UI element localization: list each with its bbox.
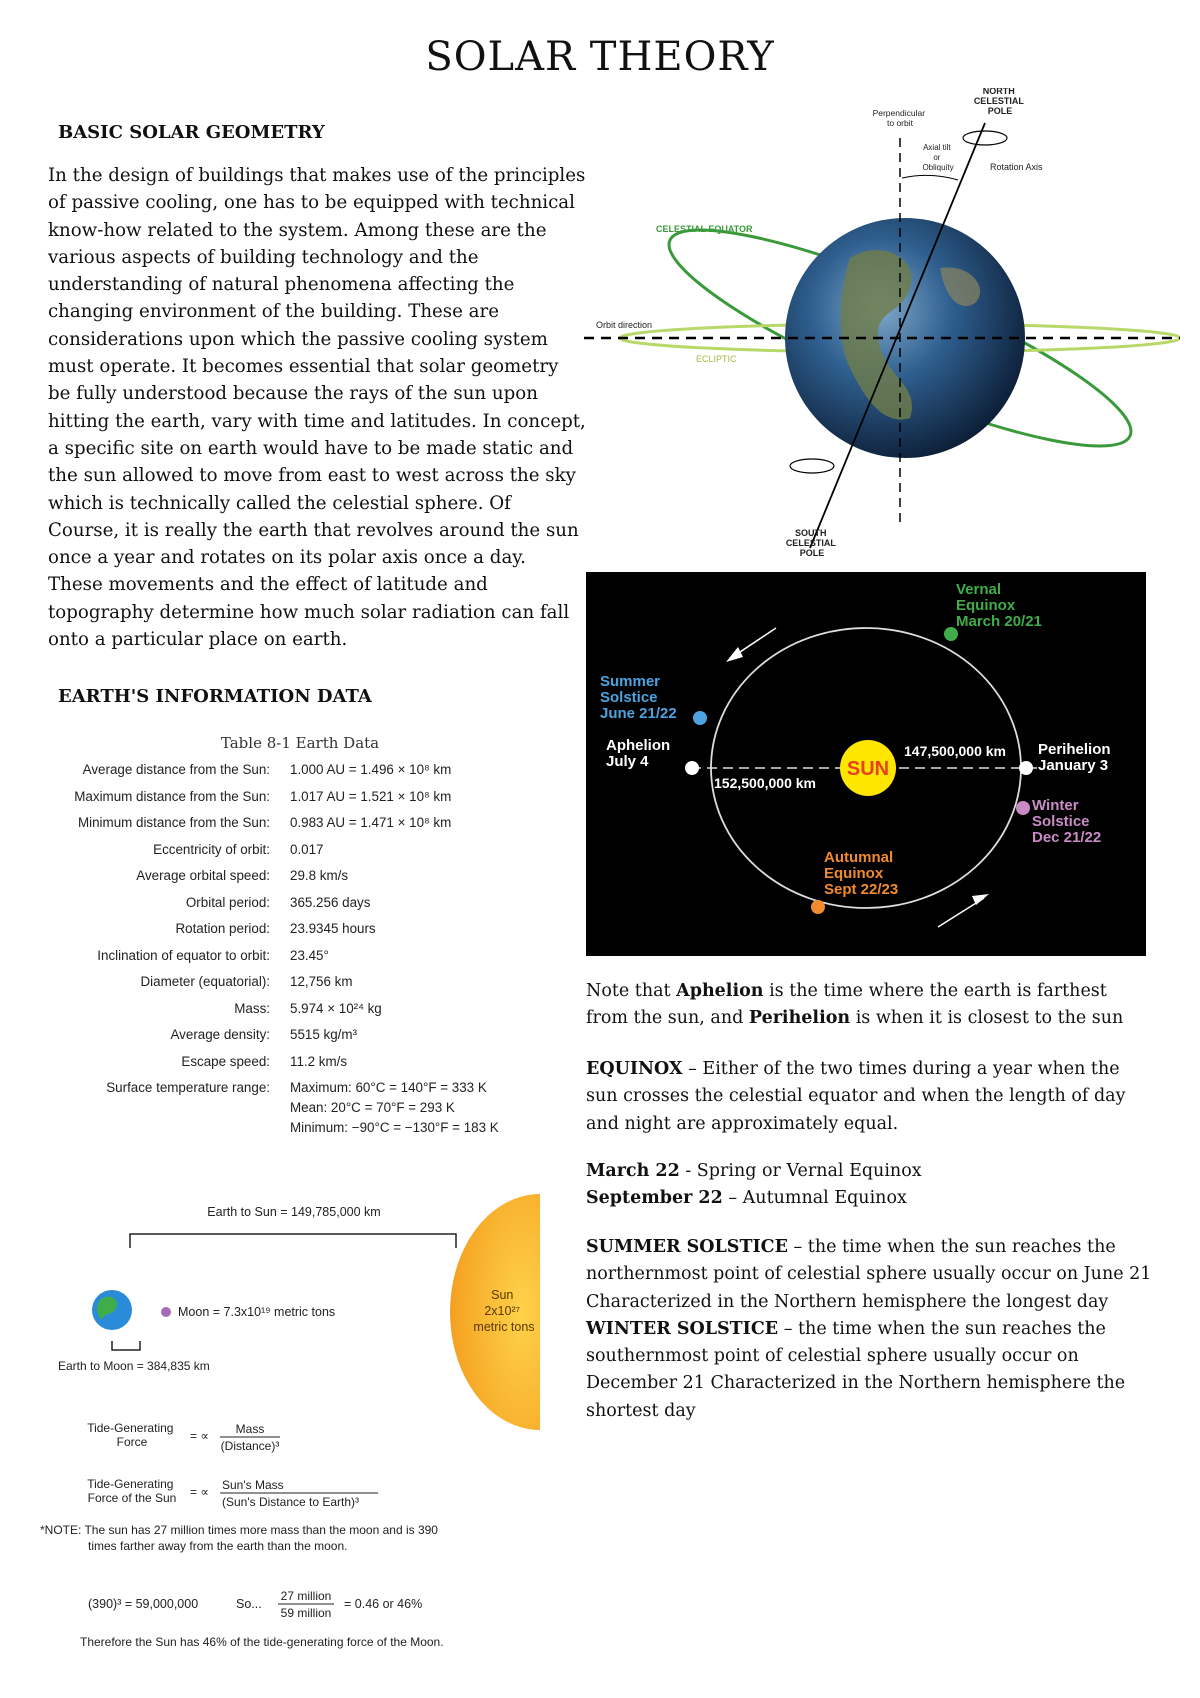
- table-rows: [40, 762, 560, 1140]
- tide-diagram: [40, 1188, 560, 1688]
- date-september-text: – Autumnal Equinox: [722, 1188, 907, 1209]
- table-row: [40, 948, 560, 975]
- date-march: March 22: [586, 1161, 680, 1181]
- table-value: 23.9345 hours: [290, 921, 376, 936]
- earth-moon-distance: Earth to Moon = 384,835 km: [58, 1359, 210, 1373]
- table-label: Average orbital speed:: [136, 868, 270, 883]
- table-value: Maximum: 60°C = 140°F = 333 K: [290, 1080, 487, 1095]
- table-value: 29.8 km/s: [290, 868, 349, 883]
- orbit-direction-label: Orbit direction: [596, 320, 653, 330]
- table-label: Diameter (equatorial):: [140, 974, 270, 989]
- table-row: [40, 1054, 560, 1081]
- table-label: [40, 1120, 290, 1140]
- table-row: [40, 1001, 560, 1028]
- earth-tilt-diagram: [580, 88, 1180, 568]
- table-value: 365.256 days: [290, 894, 371, 910]
- table-value: 0.983 AU = 1.471 × 10⁸ km: [290, 815, 452, 830]
- earth-info-heading: EARTH'S INFORMATION DATA: [58, 686, 372, 707]
- intro-paragraph: In the design of buildings that makes use of the principles of passive cooling, one has to be equipped with technical know-how related to the system. Among these are the various aspects of building technology and the understanding of natural phenomena affecting the changing environment of the building. These are considerations upon which the passive cooling system must operate. It becomes essential that solar geometry be fully understood because the rays of the sun upon hitting the earth, vary with time and latitudes. In concept, a specific site on earth would have to be made static and the sun allowed to move from east to west across the sky which is technically called the celestial sphere. Of Course, it is really the earth that revolves around the sun once a year and rotates on its polar axis once a day. These movements and the effect of latitude and topography determine how much solar radiation can fall onto a particular place on earth.: [48, 165, 586, 651]
- summer-text: – the time when the sun reaches the northernmost point of celestial sphere usually occur on June 21 Characterized in the Northern hemisphere the longest day: [586, 1237, 1152, 1312]
- distance-bracket: [130, 1234, 456, 1248]
- summer-point: [693, 711, 707, 725]
- winter-term: WINTER SOLSTICE: [586, 1318, 779, 1339]
- table-value: 5.974 × 10²⁴ kg: [290, 1000, 382, 1016]
- vernal-label: Vernal Equinox March 20/21: [956, 581, 1042, 630]
- calc-cube: (390)³ = 59,000,000: [88, 1597, 199, 1611]
- basic-geometry-heading: BASIC SOLAR GEOMETRY: [58, 122, 325, 143]
- table-row: [40, 842, 560, 869]
- calc-result: = 0.46 or 46%: [344, 1597, 423, 1611]
- calc-so: So...: [236, 1597, 262, 1611]
- tide-note-cont: times farther away from the earth than the moon.: [88, 1539, 348, 1553]
- table-value: 5515 kg/m³: [290, 1027, 357, 1042]
- autumnal-point: [811, 900, 825, 914]
- perpendicular-label: Perpendicular to orbit: [872, 108, 926, 128]
- table-value: 0.017: [290, 841, 324, 857]
- table-label: Mass:: [234, 1000, 270, 1016]
- table-label: Average density:: [170, 1027, 270, 1042]
- table-label: Minimum distance from the Sun:: [77, 815, 270, 830]
- formula2-label: Tide-Generating Force of the Sun: [87, 1477, 177, 1505]
- table-row: [40, 921, 560, 948]
- formula1-eq: = ∝: [190, 1429, 209, 1443]
- table-label: Escape speed:: [181, 1053, 270, 1069]
- date-line: [586, 1185, 1146, 1212]
- distance-near-label: 147,500,000 km: [904, 743, 1006, 759]
- winter-label: Winter Solstice Dec 21/22: [1032, 797, 1102, 846]
- note-aphelion-term: Aphelion: [676, 981, 764, 1001]
- south-spin-marker: [790, 459, 834, 473]
- table-label: Maximum distance from the Sun:: [74, 788, 270, 804]
- tilt-arc: [902, 175, 958, 180]
- table-label: Average distance from the Sun:: [82, 762, 270, 777]
- note-text-2: is the time where the earth is farthest from the sun, and: [586, 981, 1107, 1029]
- summer-solstice-definition: [586, 1234, 1152, 1316]
- formula2-numerator: Sun's Mass: [222, 1478, 284, 1492]
- table-row: [40, 974, 560, 1001]
- perihelion-point: [1019, 761, 1033, 775]
- table-label: Surface temperature range:: [106, 1080, 270, 1095]
- south-pole-label: SOUTH CELESTIAL POLE: [785, 528, 836, 558]
- table-row: [40, 762, 560, 789]
- moon-icon: [161, 1307, 171, 1317]
- table-label: Orbital period:: [185, 894, 270, 910]
- winter-text: – the time when the sun reaches the southernmost point of celestial sphere usually occur on December 21 Characterized in the Northern hemisphere the shortest day: [586, 1318, 1126, 1421]
- summer-term: SUMMER SOLSTICE: [586, 1237, 788, 1257]
- date-line: [586, 1158, 1146, 1185]
- table-value: Minimum: −90°C = −130°F = 183 K: [290, 1120, 499, 1135]
- summer-label: Summer Solstice June 21/22: [600, 673, 677, 722]
- equinox-dates: [586, 1158, 1146, 1213]
- formula1-label: Tide-Generating Force: [87, 1421, 174, 1449]
- earth-data-table: [40, 734, 560, 1140]
- table-row: [40, 1027, 560, 1054]
- calc-denominator: 59 million: [280, 1606, 332, 1620]
- table-row: [40, 815, 560, 842]
- sun-label: SUN: [846, 758, 890, 780]
- ecliptic-label: ECLIPTIC: [696, 354, 737, 364]
- aphelion-note: [586, 978, 1146, 1033]
- formula1-numerator: Mass: [235, 1422, 265, 1436]
- rotation-axis-label: Rotation Axis: [990, 162, 1043, 172]
- north-pole-label: NORTH CELESTIAL POLE: [973, 88, 1024, 116]
- winter-solstice-definition: [586, 1316, 1152, 1425]
- solstice-definitions: [586, 1234, 1152, 1425]
- earth-globe: [785, 218, 1025, 458]
- axial-tilt-label: Axial tilt or Obliquity: [922, 143, 954, 172]
- table-value: Mean: 20°C = 70°F = 293 K: [290, 1100, 455, 1115]
- tide-conclusion: Therefore the Sun has 46% of the tide-generating force of the Moon.: [80, 1635, 444, 1649]
- formula2-eq: = ∝: [190, 1485, 209, 1499]
- table-label: Eccentricity of orbit:: [153, 841, 270, 857]
- table-label: Rotation period:: [175, 921, 270, 936]
- table-value: 1.017 AU = 1.521 × 10⁸ km: [290, 788, 452, 804]
- autumnal-label: Autumnal Equinox Sept 22/23: [824, 849, 899, 898]
- date-september: September 22: [586, 1188, 723, 1209]
- aphelion-point: [685, 761, 699, 775]
- table-row: [40, 1080, 560, 1100]
- winter-point: [1016, 801, 1030, 815]
- table-row: [40, 1100, 560, 1120]
- note-text-1: Note that: [586, 981, 677, 1001]
- equinox-term: EQUINOX: [586, 1059, 683, 1079]
- celestial-equator-label: CELESTIAL EQUATOR: [656, 224, 753, 234]
- note-text-3: is when it is closest to the sun: [850, 1008, 1124, 1029]
- calc-numerator: 27 million: [280, 1589, 332, 1603]
- aphelion-label: Aphelion July 4: [606, 737, 671, 770]
- moon-mass-label: Moon = 7.3x10¹⁹ metric tons: [178, 1305, 336, 1319]
- table-value: 23.45°: [290, 947, 329, 963]
- table-caption: Table 8-1 Earth Data: [220, 734, 380, 752]
- perihelion-label: Perihelion January 3: [1038, 741, 1111, 774]
- table-label: Inclination of equator to orbit:: [97, 947, 270, 963]
- table-row: [40, 895, 560, 922]
- date-march-text: - Spring or Vernal Equinox: [679, 1161, 922, 1181]
- distance-far-label: 152,500,000 km: [714, 775, 816, 791]
- earth-orbit-diagram: [586, 572, 1146, 956]
- formula2-denominator: (Sun's Distance to Earth)³: [222, 1495, 360, 1509]
- sun-mass-label: Sun 2x10²⁷ metric tons: [473, 1288, 535, 1334]
- note-perihelion-term: Perihelion: [748, 1008, 851, 1029]
- table-row: [40, 789, 560, 816]
- page-title: SOLAR THEORY: [425, 34, 775, 80]
- table-value: 12,756 km: [290, 974, 353, 989]
- table-label: [40, 1100, 290, 1120]
- equinox-definition: [586, 1056, 1146, 1138]
- moon-distance-bracket: [112, 1341, 140, 1350]
- table-row: [40, 868, 560, 895]
- table-value: 11.2 km/s: [290, 1053, 348, 1069]
- earth-sun-distance: Earth to Sun = 149,785,000 km: [207, 1205, 381, 1219]
- table-value: 1.000 AU = 1.496 × 10⁸ km: [290, 762, 452, 777]
- north-spin-marker: [963, 131, 1007, 145]
- tide-note: *NOTE: The sun has 27 million times more mass than the moon and is 390: [40, 1523, 438, 1537]
- formula1-denominator: (Distance)³: [220, 1439, 280, 1453]
- equinox-text: – Either of the two times during a year when the sun crosses the celestial equator and when the length of day and night are approximately equal.: [586, 1059, 1126, 1134]
- table-row: [40, 1120, 560, 1140]
